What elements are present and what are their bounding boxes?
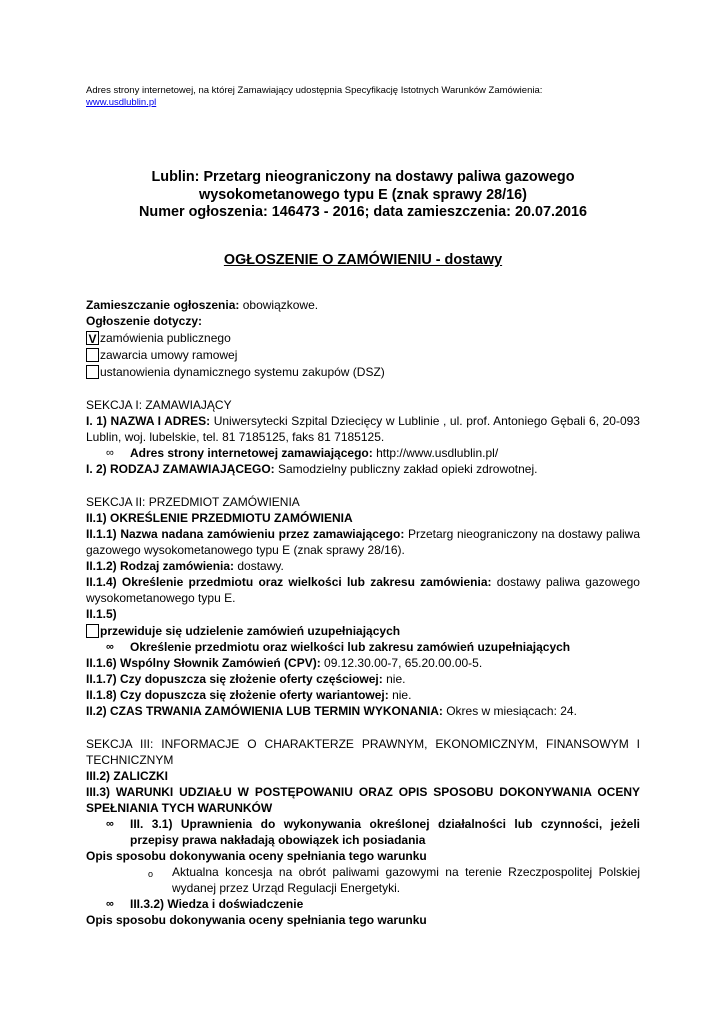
option-label: zawarcia umowy ramowej: [100, 347, 238, 362]
partial-label: II.1.7) Czy dopuszcza się złożenie oferty częściowej:: [86, 672, 383, 686]
section3-heading: SEKCJA III: INFORMACJE O CHARAKTERZE PRAWNYM, EKONOMICZNYM, FINANSOWYM I TECHNICZNYM: [86, 737, 640, 767]
variant-offer: [86, 687, 640, 703]
order-scope-label: II.1.4) Określenie przedmiotu oraz wielkości lub zakresu zamówienia:: [86, 575, 492, 589]
rights-desc: Opis sposobu dokonywania oceny spełniania tego warunku: [86, 849, 427, 863]
cpv-value: 09.12.30.00-7, 65.20.00.00-5.: [320, 656, 483, 670]
option-dsz[interactable]: [86, 363, 640, 380]
variant-label: II.1.8) Czy dopuszcza się złożenie oferty wariantowej:: [86, 688, 389, 702]
posting-label: Zamieszczanie ogłoszenia:: [86, 298, 240, 312]
option-label: zamówienia publicznego: [100, 330, 231, 345]
term: [86, 703, 640, 719]
circle-bullet-icon: o: [148, 869, 154, 879]
order-kind-label: II.1.2) Rodzaj zamówienia:: [86, 559, 235, 573]
checkbox[interactable]: [86, 348, 99, 362]
section1-name-value: Uniwersytecki Szpital Dziecięcy w Lublinie , ul. prof. Antoniego Gębali 6, 20-093 Lublin, woj. lubelskie, tel. 81 7185125, faks 81 7185125.: [86, 414, 640, 444]
rights-subitem: [148, 864, 640, 896]
def-heading: II.1) OKREŚLENIE PRZEDMIOTU ZAMÓWIENIA: [86, 511, 353, 525]
option-label: ustanowienia dynamicznego systemu zakupów (DSZ): [100, 364, 385, 379]
bullet-icon: ∞: [106, 641, 114, 653]
order-kind-value: dostawy.: [234, 559, 284, 573]
type-label: I. 2) RODZAJ ZAMAWIAJĄCEGO:: [86, 462, 275, 476]
www-label: Adres strony internetowej zamawiającego:: [130, 446, 373, 460]
advance-heading: III.2) ZALICZKI: [86, 769, 168, 783]
posting-line: [86, 297, 640, 313]
bullet-icon: ∞: [106, 818, 114, 830]
section1-name-label: I. 1) NAZWA I ADRES:: [86, 414, 211, 428]
partial-offer: [86, 671, 640, 687]
posting-value: obowiązkowe.: [239, 298, 319, 312]
type-value: Samodzielny publiczny zakład opieki zdrowotnej.: [274, 462, 538, 476]
checkbox[interactable]: [86, 365, 99, 379]
title-line-3: Numer ogłoszenia: 146473 - 2016; data zamieszczenia: 20.07.2016: [139, 204, 587, 220]
concerns-label: Ogłoszenie dotyczy:: [86, 314, 203, 328]
notice-heading: OGŁOSZENIE O ZAMÓWIENIU - dostawy: [223, 252, 503, 268]
www-value: http://www.usdlublin.pl/: [372, 446, 499, 460]
header-note: [86, 85, 542, 109]
supplementary-option[interactable]: [86, 622, 640, 639]
supplementary-label: przewiduje się udzielenie zamówień uzupełniających: [100, 623, 401, 638]
term-label: II.2) CZAS TRWANIA ZAMÓWIENIA LUB TERMIN WYKONANIA:: [86, 704, 443, 718]
order-name: [86, 526, 640, 558]
section2-heading: SEKCJA II: PRZEDMIOT ZAMÓWIENIA: [86, 495, 300, 509]
knowledge-item: [106, 896, 640, 912]
order-name-value: Przetarg nieograniczony na dostawy paliwa gazowego wysokometanowego typu E (znak sprawy 28/16).: [86, 527, 640, 557]
variant-value: nie.: [388, 688, 412, 702]
bullet-icon: ∞: [106, 898, 114, 910]
rights-text: III. 3.1) Uprawnienia do wykonywania określonej działalności lub czynności, jeżeli przepisy prawa nakładają obowiązek ich posiadania: [130, 817, 640, 847]
header-link[interactable]: www.usdlublin.pl: [86, 97, 157, 108]
option-public-order[interactable]: [86, 329, 640, 346]
checkbox[interactable]: V: [86, 331, 99, 345]
section1-heading: SEKCJA I: ZAMAWIAJĄCY: [86, 398, 232, 412]
order-name-label: II.1.1) Nazwa nadana zamówieniu przez zamawiającego:: [86, 527, 405, 541]
header-note-text: Adres strony internetowej, na której Zamawiający udostępnia Specyfikację Istotnych Warunków Zamówienia:: [86, 85, 543, 96]
knowledge-text: III.3.2) Wiedza i doświadczenie: [130, 897, 304, 911]
rights-item: [106, 816, 640, 848]
order-scope: [86, 574, 640, 606]
title-line-1: Lublin: Przetarg nieograniczony na dostawy paliwa gazowego: [151, 169, 575, 185]
bullet-icon: ∞: [106, 447, 114, 459]
section1-type: [86, 461, 640, 477]
term-value: Okres w miesiącach: 24.: [442, 704, 577, 718]
notice-body: [86, 297, 640, 928]
order-kind: [86, 558, 640, 574]
checkbox[interactable]: [86, 624, 99, 638]
order-scope-value: dostawy paliwa gazowego wysokometanowego typu E.: [86, 575, 640, 605]
rights-subitem-text: Aktualna koncesja na obrót paliwami gazowymi na terenie Rzeczpospolitej Polskiej wydanej przez Urząd Regulacji Energetyki.: [172, 865, 640, 895]
supplementary-scope: [106, 639, 640, 655]
partial-value: nie.: [382, 672, 406, 686]
cpv-label: II.1.6) Wspólny Słownik Zamówień (CPV):: [86, 656, 321, 670]
cpv: [86, 655, 640, 671]
s115-label: II.1.5): [86, 607, 117, 621]
section1-name: [86, 413, 640, 445]
option-framework[interactable]: [86, 346, 640, 363]
supplementary-scope-text: Określenie przedmiotu oraz wielkości lub zakresu zamówień uzupełniających: [130, 640, 571, 654]
section1-www: [106, 445, 640, 461]
page-title: [86, 169, 640, 222]
conditions-heading: III.3) WARUNKI UDZIAŁU W POSTĘPOWANIU ORAZ OPIS SPOSOBU DOKONYWANIA OCENY SPEŁNIANIA TYCH WARUNKÓW: [86, 785, 640, 815]
title-line-2: wysokometanowego typu E (znak sprawy 28/16): [199, 186, 527, 203]
knowledge-desc: Opis sposobu dokonywania oceny spełniania tego warunku: [86, 913, 427, 927]
